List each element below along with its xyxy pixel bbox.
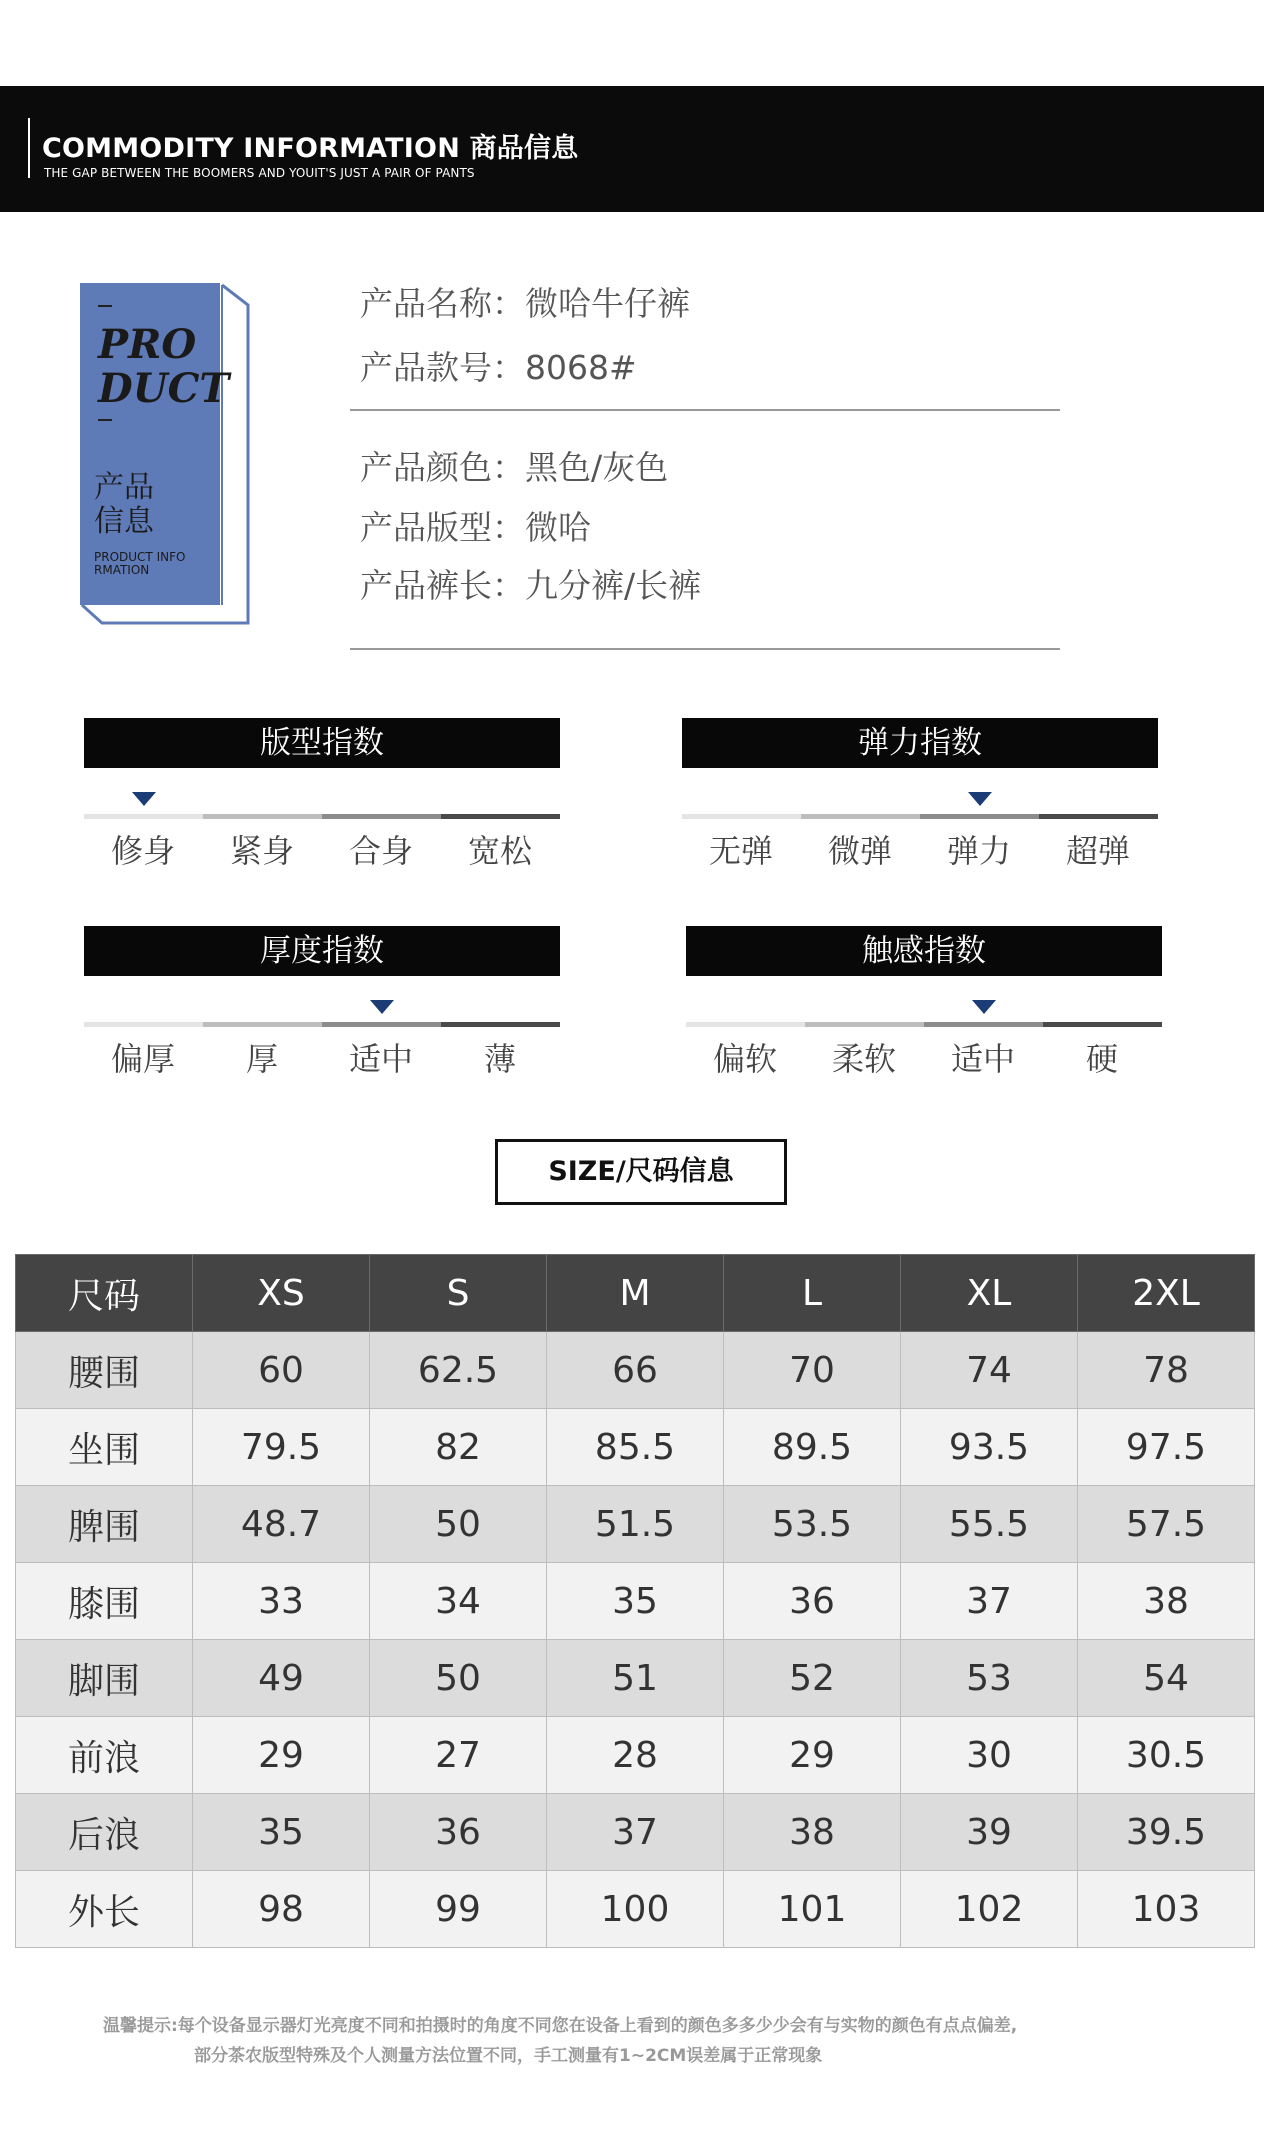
- size-table-header: [16, 1255, 1255, 1332]
- index-option-label: 厚: [245, 1040, 278, 1078]
- size-header-cell: S: [370, 1255, 547, 1332]
- product-box-dash-top: [98, 305, 112, 307]
- measurement-value-cell: 39: [901, 1794, 1078, 1871]
- size-info-label: SIZE/尺码信息: [495, 1139, 787, 1205]
- measurement-value-cell: 93.5: [901, 1409, 1078, 1486]
- size-header-cell: M: [547, 1255, 724, 1332]
- index-option-label: 薄: [483, 1040, 516, 1078]
- index-scale-segment: [805, 1022, 924, 1027]
- info-divider-2: [350, 648, 1060, 650]
- measurement-name-cell: 前浪: [16, 1717, 193, 1794]
- table-row: [16, 1409, 1255, 1486]
- measurement-value-cell: 30: [901, 1717, 1078, 1794]
- measurement-value-cell: 60: [193, 1332, 370, 1409]
- table-row: [16, 1794, 1255, 1871]
- index-option-label: 合身: [348, 832, 413, 870]
- measurement-value-cell: 51.5: [547, 1486, 724, 1563]
- product-box-title: PRO DUCT: [98, 321, 230, 412]
- measurement-value-cell: 98: [193, 1871, 370, 1948]
- header-banner: [0, 86, 1264, 212]
- index-title-bar: 厚度指数: [84, 926, 560, 976]
- index-title-bar: 触感指数: [686, 926, 1162, 976]
- measurement-value-cell: 79.5: [193, 1409, 370, 1486]
- measurement-value-cell: 39.5: [1078, 1794, 1255, 1871]
- index-selected-marker: [370, 1000, 394, 1014]
- size-header-cell: XL: [901, 1255, 1078, 1332]
- index-scale-segment: [1039, 814, 1158, 819]
- size-header-cell: 尺码: [16, 1255, 193, 1332]
- index-selected-marker: [972, 1000, 996, 1014]
- measurement-value-cell: 51: [547, 1640, 724, 1717]
- measurement-name-cell: 外长: [16, 1871, 193, 1948]
- header-divider: [28, 118, 30, 178]
- index-option-label: 弹力: [946, 832, 1011, 870]
- measurement-value-cell: 35: [547, 1563, 724, 1640]
- measurement-name-cell: 腰围: [16, 1332, 193, 1409]
- index-option-label: 柔软: [831, 1040, 896, 1078]
- measurement-value-cell: 99: [370, 1871, 547, 1948]
- index-option-label: 修身: [110, 832, 175, 870]
- measurement-value-cell: 103: [1078, 1871, 1255, 1948]
- measurement-value-cell: 37: [547, 1794, 724, 1871]
- measurement-value-cell: 33: [193, 1563, 370, 1640]
- measurement-value-cell: 74: [901, 1332, 1078, 1409]
- header-title: COMMODITY INFORMATION 商品信息: [42, 133, 579, 164]
- measurement-name-cell: 脚围: [16, 1640, 193, 1717]
- table-row: [16, 1563, 1255, 1640]
- measurement-value-cell: 55.5: [901, 1486, 1078, 1563]
- index-title-bar: 弹力指数: [682, 718, 1158, 768]
- measurement-value-cell: 38: [1078, 1563, 1255, 1640]
- product-model: 产品款号：8068#: [360, 348, 637, 387]
- measurement-value-cell: 100: [547, 1871, 724, 1948]
- measurement-value-cell: 29: [193, 1717, 370, 1794]
- measurement-value-cell: 52: [724, 1640, 901, 1717]
- product-fit: 产品版型：微哈: [360, 508, 591, 547]
- size-header-cell: L: [724, 1255, 901, 1332]
- measurement-value-cell: 36: [724, 1563, 901, 1640]
- measurement-name-cell: 膝围: [16, 1563, 193, 1640]
- index-scale-segment: [441, 1022, 560, 1027]
- measurement-value-cell: 82: [370, 1409, 547, 1486]
- table-row: [16, 1332, 1255, 1409]
- measurement-value-cell: 78: [1078, 1332, 1255, 1409]
- measurement-value-cell: 102: [901, 1871, 1078, 1948]
- measurement-value-cell: 29: [724, 1717, 901, 1794]
- index-option-label: 硬: [1085, 1040, 1118, 1078]
- index-scale-segment: [686, 1022, 805, 1027]
- measurement-value-cell: 48.7: [193, 1486, 370, 1563]
- index-option-label: 超弹: [1065, 832, 1130, 870]
- measurement-value-cell: 54: [1078, 1640, 1255, 1717]
- size-table: [15, 1254, 1255, 1948]
- table-row: [16, 1640, 1255, 1717]
- size-header-cell: XS: [193, 1255, 370, 1332]
- index-scale-segment: [84, 814, 203, 819]
- index-option-label: 微弹: [827, 832, 892, 870]
- measurement-value-cell: 34: [370, 1563, 547, 1640]
- index-option-label: 偏厚: [110, 1040, 175, 1078]
- product-box-en: PRODUCT INFO RMATION: [94, 550, 186, 577]
- measurement-name-cell: 脾围: [16, 1486, 193, 1563]
- product-color: 产品颜色：黑色/灰色: [360, 448, 669, 487]
- product-name: 产品名称：微哈牛仔裤: [360, 284, 690, 323]
- measurement-value-cell: 50: [370, 1640, 547, 1717]
- index-scale-segment: [801, 814, 920, 819]
- product-box-dash-bottom: [98, 419, 112, 421]
- index-scale-segment: [322, 814, 441, 819]
- index-scale-segment: [682, 814, 801, 819]
- table-row: [16, 1486, 1255, 1563]
- index-scale-segment: [441, 814, 560, 819]
- size-header-cell: 2XL: [1078, 1255, 1255, 1332]
- measurement-value-cell: 27: [370, 1717, 547, 1794]
- measurement-value-cell: 28: [547, 1717, 724, 1794]
- measurement-value-cell: 50: [370, 1486, 547, 1563]
- measurement-value-cell: 85.5: [547, 1409, 724, 1486]
- index-title-bar: 版型指数: [84, 718, 560, 768]
- measurement-value-cell: 35: [193, 1794, 370, 1871]
- product-length: 产品裤长：九分裤/长裤: [360, 566, 702, 605]
- measurement-name-cell: 坐围: [16, 1409, 193, 1486]
- measurement-value-cell: 53: [901, 1640, 1078, 1717]
- index-scale-segment: [924, 1022, 1043, 1027]
- measurement-value-cell: 97.5: [1078, 1409, 1255, 1486]
- info-divider-1: [350, 409, 1060, 411]
- note-line-2: 部分茶农版型特殊及个人测量方法位置不同，手工测量有1~2CM误差属于正常现象: [194, 2046, 823, 2066]
- index-selected-marker: [968, 792, 992, 806]
- header-subtitle: THE GAP BETWEEN THE BOOMERS AND YOUIT'S JUST A PAIR OF PANTS: [44, 166, 475, 180]
- measurement-value-cell: 38: [724, 1794, 901, 1871]
- measurement-value-cell: 37: [901, 1563, 1078, 1640]
- index-scale-segment: [1043, 1022, 1162, 1027]
- note-line-1: 温馨提示:每个设备显示器灯光亮度不同和拍摄时的角度不同您在设备上看到的颜色多多少少会有与实物的颜色有点点偏差,: [103, 2016, 1018, 2036]
- measurement-value-cell: 66: [547, 1332, 724, 1409]
- measurement-value-cell: 53.5: [724, 1486, 901, 1563]
- index-option-label: 宽松: [467, 832, 532, 870]
- measurement-value-cell: 89.5: [724, 1409, 901, 1486]
- measurement-value-cell: 101: [724, 1871, 901, 1948]
- index-scale-segment: [203, 1022, 322, 1027]
- measurement-value-cell: 49: [193, 1640, 370, 1717]
- measurement-value-cell: 36: [370, 1794, 547, 1871]
- index-scale-segment: [203, 814, 322, 819]
- product-box: [80, 283, 230, 605]
- index-selected-marker: [132, 792, 156, 806]
- index-scale-segment: [84, 1022, 203, 1027]
- measurement-value-cell: 70: [724, 1332, 901, 1409]
- table-row: [16, 1871, 1255, 1948]
- index-scale-segment: [920, 814, 1039, 819]
- index-option-label: 偏软: [712, 1040, 777, 1078]
- index-scale-segment: [322, 1022, 441, 1027]
- index-option-label: 适中: [950, 1040, 1015, 1078]
- index-option-label: 适中: [348, 1040, 413, 1078]
- table-row: [16, 1717, 1255, 1794]
- measurement-name-cell: 后浪: [16, 1794, 193, 1871]
- index-option-label: 无弹: [708, 832, 773, 870]
- measurement-value-cell: 57.5: [1078, 1486, 1255, 1563]
- index-option-label: 紧身: [229, 832, 294, 870]
- product-box-cn: 产品 信息: [94, 470, 154, 539]
- measurement-value-cell: 30.5: [1078, 1717, 1255, 1794]
- measurement-value-cell: 62.5: [370, 1332, 547, 1409]
